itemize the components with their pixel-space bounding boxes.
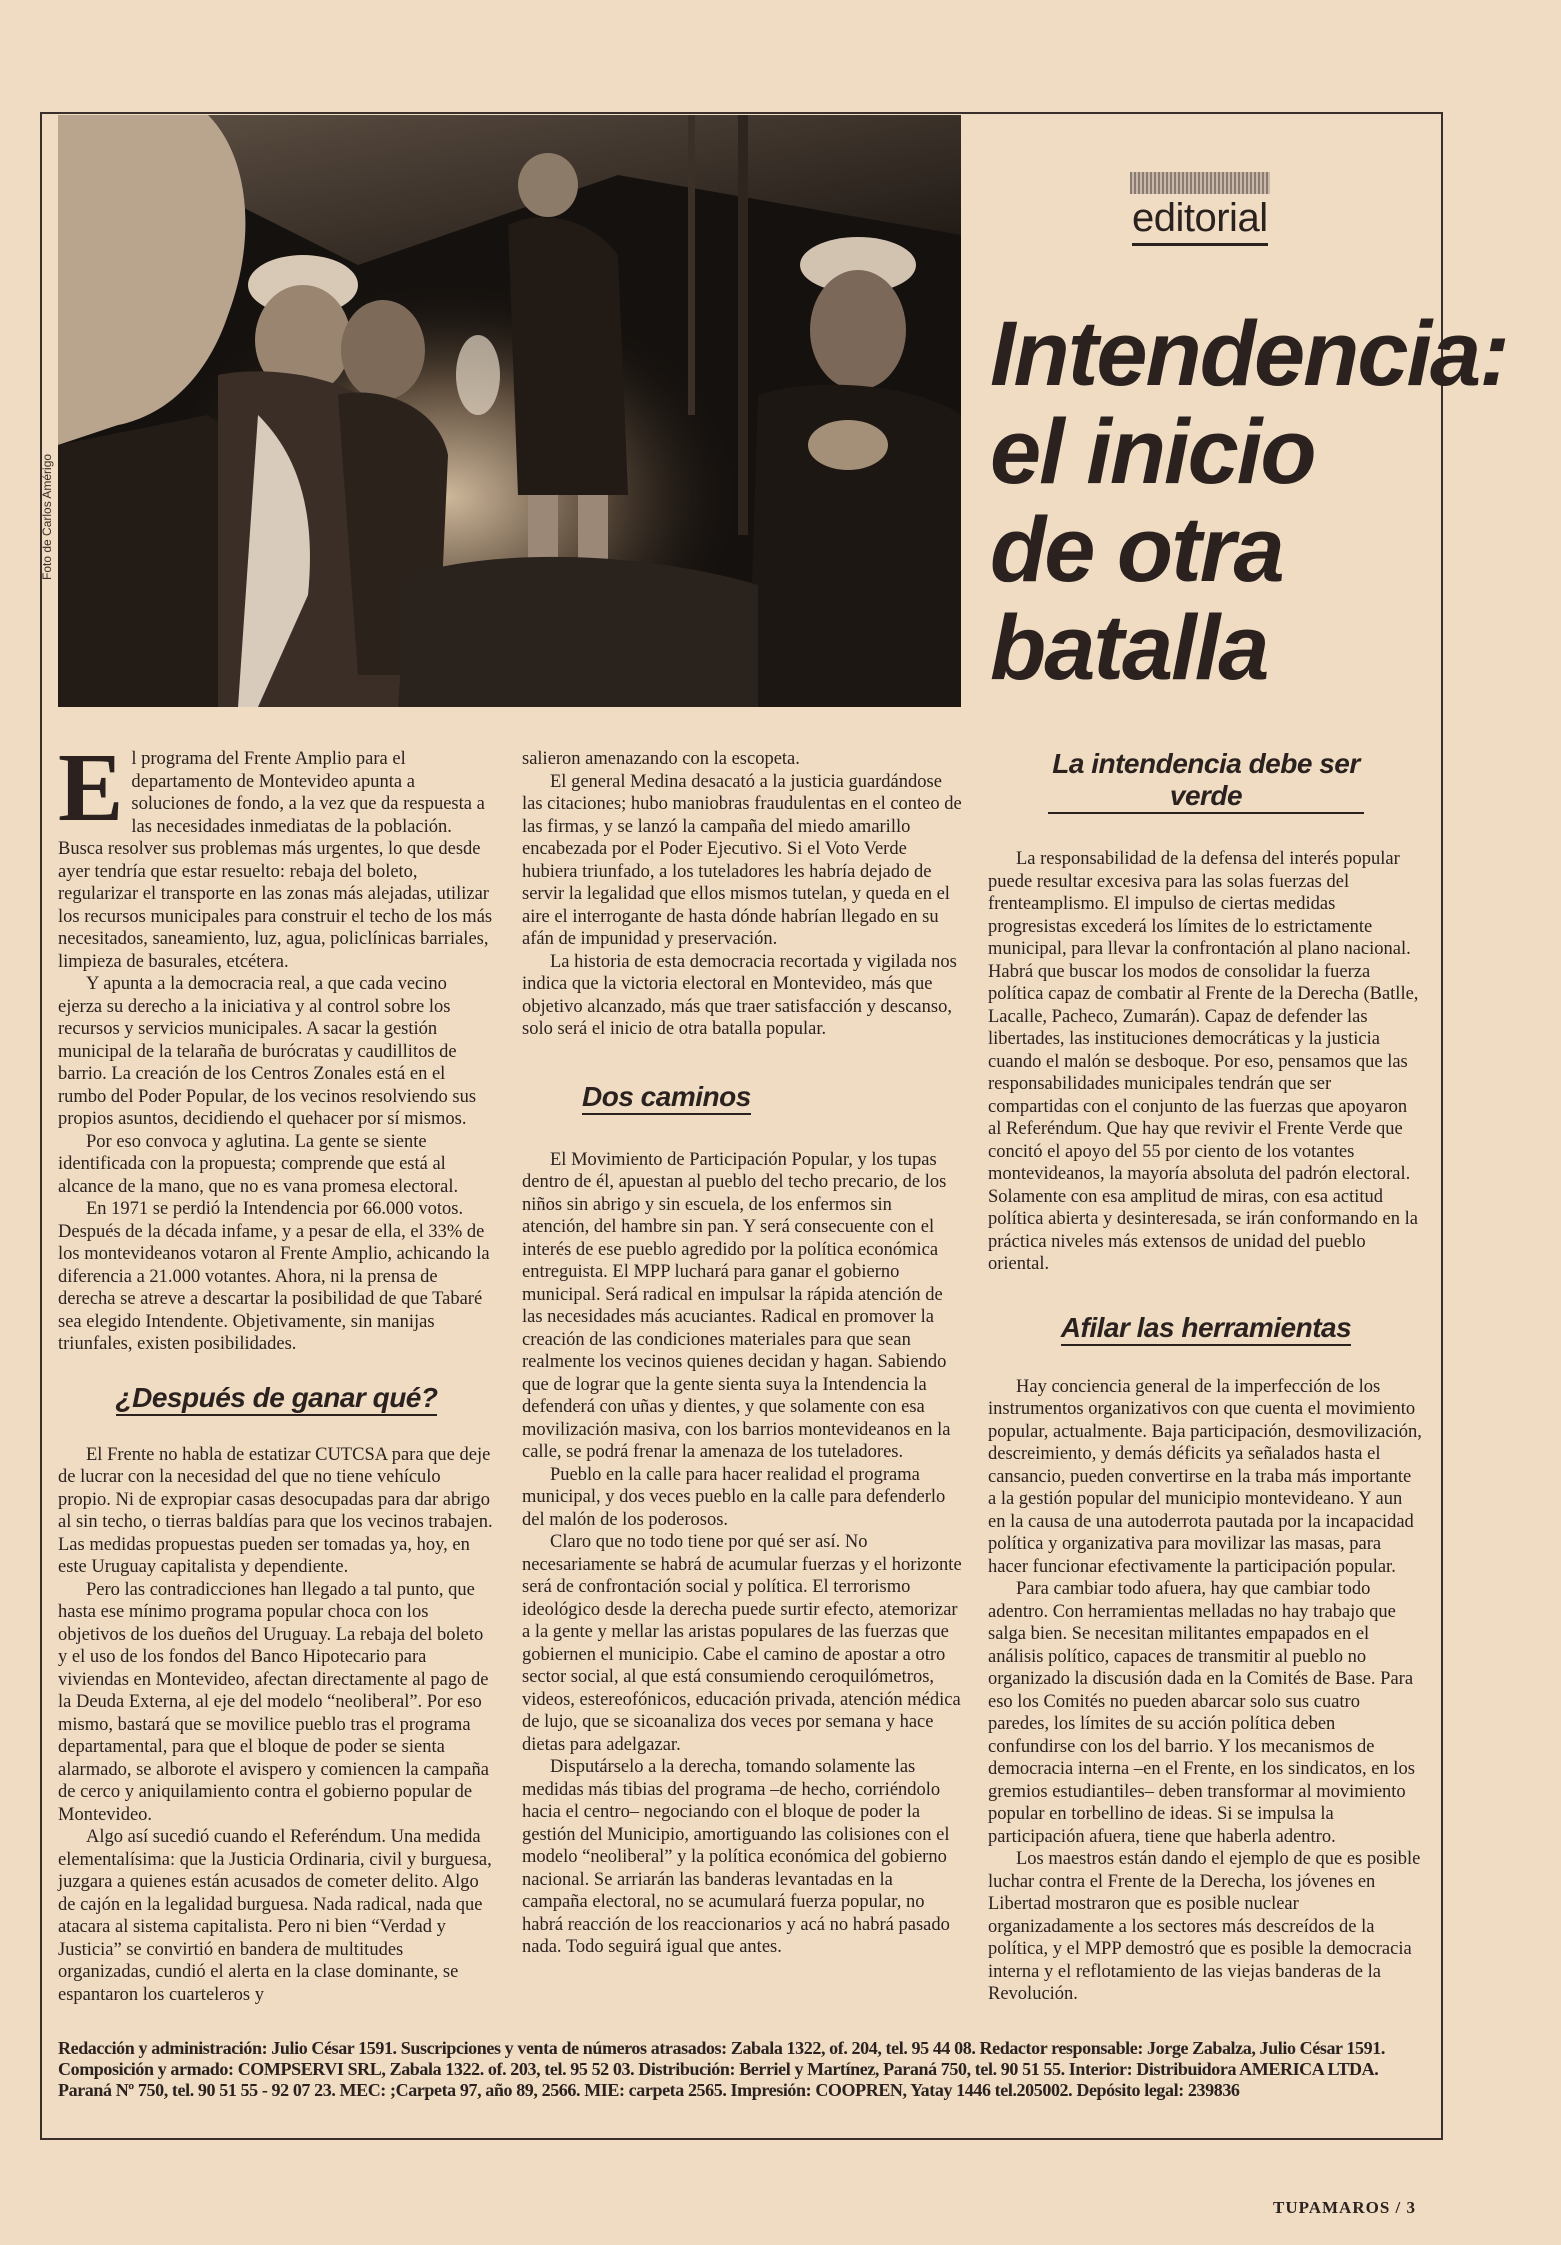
paragraph: Por eso convoca y aglutina. La gente se siente identificada con la propuesta; comprende que está al alcance de la mano, que no es vana promesa electoral. [58, 1131, 459, 1197]
paragraph: Para cambiar todo afuera, hay que cambiar todo adentro. Con herramientas melladas no hay trabajo que salga bien. Se necesitan militantes empapados en el análisis político, capaces de transmitir al pueblo no organizado la discusión dada en la Comités de Base. Para eso los Comités no pueden abarcar solo sus cuatro paredes, los límites de su acción política deben confundirse con los del barrio. Y los mecanismos de democracia interna –en el Frente, en los sindicatos, en los gremios estudiantiles– deben transformar al movimiento popular en torbellino de ideas. Si se impulsa la participación afuera, tiene que haberla adentro. [988, 1579, 1415, 1847]
editorial-photo [58, 115, 961, 707]
paragraph: Y apunta a la democracia real, a que cada vecino ejerza su derecho a la iniciativa y al control sobre los recursos y servicios municipales. A sacar la gestión municipal de la telaraña de burócratas y caudillitos de barrio. La creación de los Centros Zonales está en el rumbo del Poder Popular, de los vecinos resolviendo sus propios asuntos, decidiendo el quehacer por sí mismos. [58, 974, 477, 1129]
page-number: TUPAMAROS / 3 [1273, 2198, 1417, 2217]
paragraph: El Movimiento de Participación Popular, y los tupas dentro de él, apuestan al pueblo del techo precario, de los niños sin abrigo y sin escuela, de los enfermos sin atención, del hambre sin pan. Y será consecuente con el interés de ese pueblo agredido por la política económica entreguista. El MPP luchará para ganar el gobierno municipal. Será radical en impulsar la rápida atención de las necesidades más acuciantes. Radical en promover la creación de las condiciones materiales para que sean realmente los vecinos quienes decidan y hagan. Sabiendo que de lograr que la gente sienta suya la Intendencia la defenderá con uñas y dientes, y que solamente con esa movilización masiva, con los barrios montevideanos en la calle, se podrá frenar la amenaza de los tuteladores. [522, 1149, 951, 1462]
article-column-1 [58, 734, 495, 2006]
paragraph: El Frente no habla de estatizar CUTCSA para que deje de lucrar con la necesidad del que no tiene vehículo propio. Ni de expropiar casas desocupadas para dar abrigo al sin techo, o tierras baldías para que los vecinos trabajen. Las medidas propuestas pueden ser tomadas ya, hoy, en este Uruguay capitalista y dependiente. [58, 1444, 493, 1577]
drop-cap: E [58, 734, 124, 842]
paragraph: Los maestros están dando el ejemplo de que es posible luchar contra el Frente de la Derecha, los jóvenes en Libertad mostraron que es posible nuclear organizadamente a los sectores más descreídos de la política, y el MPP demostró que es posible la democracia interna y el reflotamiento de las viejas banderas de la Revolución. [988, 1849, 1421, 2004]
paragraph-text: l programa del Frente Amplio para el departamento de Montevideo apunta a soluciones de fondo, a la vez que da respuesta a las necesidades inmediatas de la población. Busca resolver sus problemas más urgentes, lo que desde ayer tendría que estar resuelto: rebaja del boleto, regularizar el transporte en las zonas más alejadas, utilizar los recursos municipales para construir el techo de los más necesitados, saneamiento, luz, agua, policlínicas barriales, limpieza de basurales, etcétera. [58, 749, 493, 972]
imprint: Redacción y administración: Julio César 1591. Suscripciones y venta de números atrasados: Zabala 1322, of. 204, tel. 95 44 08. Redactor responsable: Jorge Zabalza, Julio César 1591. Composición y armado: COMPSERVI SRL, Zabala 1322. of. 203, tel. 95 52 03. Distribución: Berriel y Martínez, Paraná 750, tel. 90 51 55. Interior: Distribuidora AMERICA LTDA. Paraná Nº 750, tel. 90 51 55 - 92 07 23. MEC: ;Carpeta 97, año 89, 2566. MIE: carpeta 2565. Impresión: COOPREN, Yatay 1446 tel.205002. Depósito legal: 239836 [58, 2038, 1385, 2100]
paragraph: El general Medina desacató a la justicia guardándose las citaciones; hubo maniobras fraudulentas en el conteo de las firmas, y se lanzó la campaña del miedo amarillo encabezada por el Poder Ejecutivo. Si el Voto Verde hubiera triunfado, a los tuteladores les habría dejado de servir la legalidad que ellos mismos tutelan, y queda en el aire el interrogante de hasta dónde habrían llegado en su afán de impunidad y preservación. [522, 771, 962, 949]
paragraph: salieron amenazando con la escopeta. [522, 749, 800, 769]
paragraph: En 1971 se perdió la Intendencia por 66.000 votos. Después de la década infame, y a pesar de ella, el 33% de los montevideanos votaron al Frente Amplio, achicando la diferencia a 21.000 votantes. Ahora, ni la prensa de derecha se atreve a descartar la posibilidad de que Tabaré sea elegido Intendente. Objetivamente, sin manijas triunfales, existen posibilidades. [58, 1199, 490, 1354]
paragraph: Pueblo en la calle para hacer realidad el programa municipal, y dos veces pueblo en la calle para defenderlo del malón de los poderosos. [522, 1464, 946, 1530]
article-column-2 [522, 748, 962, 1959]
paragraph: Pero las contradicciones han llegado a tal punto, que hasta ese mínimo programa popular choca con los objetivos de los dueños del Uruguay. La rebaja del boleto y el uso de los fondos del Banco Hipotecario para viviendas en Montevideo, afectan directamente al pago de la Deuda Externa, al eje del modelo “neoliberal”. Por eso mismo, bastará que se movilice pueblo tras el programa departamental, para que el bloque de poder se sienta alarmado, se alborote el avispero y comiencen la campaña de cerco y aniquilamiento contra el gobierno popular de Montevideo. [58, 1579, 489, 1825]
photo-illustration [58, 115, 961, 707]
section-kicker: editorial [1132, 196, 1268, 246]
headline: Intendencia: el inicio de otra batalla [990, 303, 1508, 699]
subheading: Dos caminos [582, 1081, 751, 1115]
paragraph [58, 734, 495, 973]
paragraph: Claro que no todo tiene por qué ser así. No necesariamente se habrá de acumular fuerzas y el horizonte será de confrontación social y política. El terrorismo ideológico desde la derecha puede surtir efecto, atemorizar a la gente y mellar las aristas populares de las fuerzas que gobiernen el municipio. Cabe el camino de apostar a otro sector social, al que está consumiendo ceroquilómetros, videos, estereofónicos, educación privada, atención médica de lujo, que se sicoanaliza dos veces por semana y hace dietas para adelgazar. [522, 1532, 962, 1755]
photo-credit: Foto de Carlos Amérigo [40, 453, 54, 580]
paragraph: Algo así sucedió cuando el Referéndum. Una medida elementalísima: que la Justicia Ordinaria, civil y burguesa, juzgara a quienes están acusados de cometer delito. Algo de cajón en la legalidad burguesa. Nada radical, nada que atacara al sistema capitalista. Pero ni bien “Verdad y Justicia” se convirtió en bandera de multitudes organizadas, cundió el alerta en la clase dominante, se espantaron los cuarteleros y [58, 1827, 492, 2005]
paragraph: La historia de esta democracia recortada y vigilada nos indica que la victoria electoral en Montevideo, más que objetivo alcanzado, más que traer satisfacción y descanso, solo será el inicio de otra batalla popular. [522, 951, 957, 1039]
article-column-3 [988, 748, 1424, 2006]
subheading: Afilar las herramientas [1061, 1312, 1351, 1346]
paragraph: La responsabilidad de la defensa del interés popular puede resultar excesiva para las solas fuerzas del frenteamplismo. El impulso de ciertas medidas progresistas excederá los límites de lo estrictamente municipal, para llevar la confrontación al plano nacional. Habrá que buscar los modos de consolidar la fuerza política capaz de combatir al Frente de la Derecha (Batlle, Lacalle, Pacheco, Zumarán). Capaz de defender las libertades, las instituciones democráticas y la justicia cuando el malón se desboque. Por eso, pensamos que las responsabilidades municipales tendrán que ser compartidas con el conjunto de las fuerzas que apoyaron al Referéndum. Que hay que revivir el Frente Verde que concitó el apoyo del 55 por ciento de los votantes montevideanos, la mayoría absoluta del padrón electoral. Solamente con esa amplitud de miras, con esa actitud política abierta y desinteresada, se irán conformando en la práctica niveles más extensos de unidad del pueblo oriental. [988, 849, 1419, 1274]
paragraph: Hay conciencia general de la imperfección de los instrumentos organizativos con que cuenta el movimiento popular, actualmente. Baja participación, desmovilización, descreimiento, y demás déficits ya señalados hasta el cansancio, pueden convertirse en la traba más importante a la gestión popular del municipio montevideano. Y aun en la causa de una autoderrota pautada por la incapacidad política y organizativa para movilizar las masas, para hacer funcionar efectivamente la participación popular. [988, 1376, 1422, 1577]
paragraph: Disputárselo a la derecha, tomando solamente las medidas más tibias del programa –de hecho, corriéndolo hacia el centro– negociando con el bloque de poder la gestión del Municipio, amortiguando las colisiones con el modelo “neoliberal” y la política económica del gobierno nacional. Se arriarán las banderas levantadas en la campaña electoral, no se acumulará fuerza popular, no habrá reacción de los reaccionarios y acá no habrá pasado nada. Todo seguirá igual que antes. [522, 1757, 950, 1957]
kicker-texture [1130, 172, 1270, 194]
subheading: ¿Después de ganar qué? [116, 1382, 438, 1416]
subheading: La intendencia debe ser verde [1048, 748, 1364, 814]
